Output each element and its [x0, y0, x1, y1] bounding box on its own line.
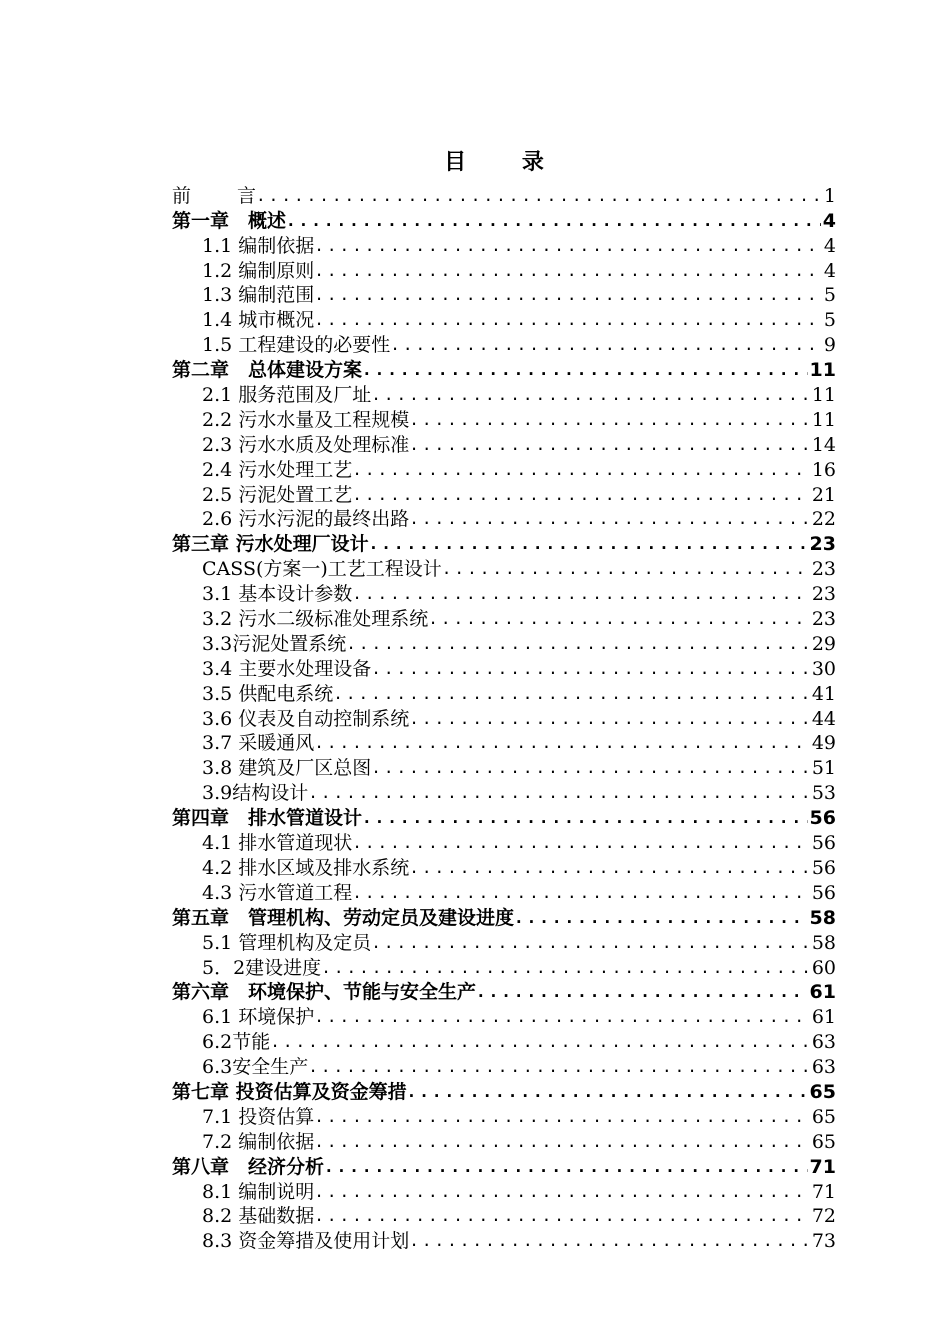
toc-entry-label: 7.2 编制依据 — [202, 1130, 315, 1153]
toc-entry-page-number: 63 — [811, 1031, 836, 1054]
toc-entry-section[interactable] — [172, 930, 836, 955]
toc-entry-page-number: 11 — [809, 359, 836, 382]
toc-dot-leader — [352, 582, 810, 606]
toc-dot-leader — [346, 632, 810, 656]
toc-entry-label: 第二章 总体建设方案 — [172, 359, 363, 382]
toc-entry-page-number: 65 — [811, 1105, 836, 1128]
toc-entry-label: 4.1 排水管道现状 — [202, 832, 353, 855]
toc-entry-page-number: 65 — [809, 1080, 836, 1103]
toc-dot-leader — [321, 956, 810, 980]
toc-dot-leader — [352, 831, 810, 855]
toc-entry-label: 第七章 投资估算及资金筹措 — [172, 1080, 407, 1103]
toc-dot-leader — [514, 906, 808, 930]
toc-entry-section[interactable] — [172, 755, 836, 780]
toc-entry-section[interactable] — [172, 258, 836, 283]
toc-entry-section[interactable] — [172, 880, 836, 905]
toc-entry-label: 3.8 建筑及厂区总图 — [202, 757, 372, 780]
toc-dot-leader — [371, 756, 810, 780]
toc-entry-section[interactable] — [172, 1204, 836, 1229]
toc-dot-leader — [314, 1005, 810, 1029]
toc-dot-leader — [314, 308, 822, 332]
toc-entry-page-number: 61 — [809, 981, 836, 1004]
toc-title: 目 录 — [444, 150, 546, 175]
toc-entry-section[interactable] — [172, 507, 836, 532]
toc-dot-leader — [314, 1204, 810, 1228]
toc-entry-page-number: 51 — [811, 757, 836, 780]
toc-entry-section[interactable] — [172, 656, 836, 681]
toc-entry-page-number: 4 — [823, 234, 836, 257]
toc-dot-leader — [352, 458, 810, 482]
toc-dot-leader — [314, 1180, 810, 1204]
toc-entry-page-number: 65 — [811, 1130, 836, 1153]
toc-dot-leader — [409, 707, 810, 731]
toc-dot-leader — [476, 980, 808, 1004]
toc-entry-label: 5.1 管理机构及定员 — [202, 931, 372, 954]
toc-dot-leader — [442, 557, 810, 581]
toc-entry-label: 3.3污泥处置系统 — [202, 632, 347, 655]
toc-dot-leader — [409, 1229, 810, 1253]
toc-entry-label: 2.5 污泥处置工艺 — [202, 483, 353, 506]
toc-entry-label: 6.1 环境保护 — [202, 1006, 315, 1029]
toc-entry-label: 8.3 资金筹措及使用计划 — [202, 1230, 410, 1253]
toc-entry-section[interactable] — [172, 307, 836, 332]
toc-dot-leader — [409, 507, 810, 531]
toc-entry-chapter[interactable] — [172, 208, 836, 233]
toc-entry-label: 3.5 供配电系统 — [202, 682, 334, 705]
toc-entry-label: 6.3安全生产 — [202, 1056, 309, 1079]
toc-entry-page-number: 73 — [811, 1230, 836, 1253]
toc-dot-leader — [369, 532, 808, 556]
toc-entry-page-number: 11 — [811, 408, 836, 431]
toc-entry-label: 8.1 编制说明 — [202, 1180, 315, 1203]
toc-entry-label: CASS(方案一)工艺工程设计 — [202, 558, 442, 581]
toc-entry-label: 2.3 污水水质及处理标准 — [202, 433, 410, 456]
toc-entry-section[interactable] — [172, 1129, 836, 1154]
toc-entry-page-number: 72 — [811, 1205, 836, 1228]
toc-entry-label: 3.1 基本设计参数 — [202, 583, 353, 606]
toc-entry-label: 第三章 污水处理厂设计 — [172, 533, 369, 556]
toc-dot-leader — [256, 184, 822, 208]
toc-entry-section[interactable] — [172, 606, 836, 631]
toc-dot-leader — [371, 383, 810, 407]
toc-entry-section[interactable] — [172, 731, 836, 756]
toc-dot-leader — [314, 259, 822, 283]
toc-entry-section[interactable] — [172, 332, 836, 357]
toc-entry-page-number: 63 — [811, 1056, 836, 1079]
toc-entry-page-number: 23 — [809, 533, 836, 556]
toc-entry-page-number: 56 — [809, 807, 836, 830]
toc-entry-label: 前 言 — [172, 184, 257, 207]
toc-dot-leader — [407, 1080, 808, 1104]
toc-entry-page-number: 58 — [811, 931, 836, 954]
toc-entry-label: 6.2节能 — [202, 1031, 271, 1054]
toc-entry-chapter[interactable] — [172, 905, 836, 930]
toc-entry-section[interactable] — [172, 780, 836, 805]
toc-entry-label: 1.1 编制依据 — [202, 234, 315, 257]
toc-entry-chapter[interactable] — [172, 805, 836, 830]
toc-entry-section[interactable] — [172, 407, 836, 432]
toc-entry-label: 2.4 污水处理工艺 — [202, 458, 353, 481]
toc-entry-page-number: 53 — [811, 782, 836, 805]
toc-dot-leader — [371, 931, 810, 955]
toc-entry-page-number: 11 — [811, 384, 836, 407]
toc-entry-label: 5．2建设进度 — [202, 956, 322, 979]
toc-entry-preface[interactable] — [172, 183, 836, 208]
toc-entry-section[interactable] — [172, 955, 836, 980]
toc-entry-chapter[interactable] — [172, 357, 836, 382]
toc-dot-leader — [314, 1130, 810, 1154]
toc-dot-leader — [352, 881, 810, 905]
toc-entry-page-number: 49 — [811, 732, 836, 755]
toc-entry-page-number: 23 — [811, 608, 836, 631]
toc-entry-label: 4.2 排水区域及排水系统 — [202, 856, 410, 879]
toc-entry-label: 4.3 污水管道工程 — [202, 881, 353, 904]
toc-entry-section[interactable] — [172, 556, 836, 581]
toc-entry-page-number: 14 — [811, 433, 836, 456]
toc-entry-label: 2.1 服务范围及厂址 — [202, 384, 372, 407]
toc-entry-page-number: 5 — [823, 284, 836, 307]
toc-entry-label: 2.2 污水水量及工程规模 — [202, 408, 410, 431]
toc-entry-section[interactable] — [172, 855, 836, 880]
toc-entry-section[interactable] — [172, 681, 836, 706]
toc-dot-leader — [428, 607, 810, 631]
toc-entry-label: 7.1 投资估算 — [202, 1105, 315, 1128]
toc-entry-page-number: 29 — [811, 632, 836, 655]
toc-entry-label: 8.2 基础数据 — [202, 1205, 315, 1228]
toc-entry-page-number: 1 — [823, 184, 836, 207]
toc-dot-leader — [314, 283, 822, 307]
toc-dot-leader — [409, 856, 810, 880]
toc-entry-label: 1.5 工程建设的必要性 — [202, 334, 391, 357]
toc-dot-leader — [333, 682, 810, 706]
toc-entry-section[interactable] — [172, 830, 836, 855]
toc-dot-leader — [362, 358, 808, 382]
toc-dot-leader — [409, 408, 810, 432]
toc-entry-page-number: 30 — [811, 657, 836, 680]
toc-entry-label: 3.7 采暖通风 — [202, 732, 315, 755]
toc-entry-page-number: 56 — [811, 856, 836, 879]
toc-list — [172, 183, 836, 1253]
toc-entry-page-number: 60 — [811, 956, 836, 979]
toc-entry-label: 1.3 编制范围 — [202, 284, 315, 307]
toc-dot-leader — [390, 333, 822, 357]
toc-dot-leader — [308, 781, 810, 805]
toc-entry-page-number: 22 — [811, 508, 836, 531]
toc-dot-leader — [314, 731, 810, 755]
toc-entry-label: 第八章 经济分析 — [172, 1155, 325, 1178]
toc-entry-section[interactable] — [172, 1228, 836, 1253]
toc-entry-section[interactable] — [172, 457, 836, 482]
toc-entry-section[interactable] — [172, 1029, 836, 1054]
toc-entry-label: 第五章 管理机构、劳动定员及建设进度 — [172, 906, 515, 929]
toc-entry-page-number: 5 — [823, 309, 836, 332]
toc-entry-page-number: 71 — [811, 1180, 836, 1203]
toc-entry-label: 第一章 概述 — [172, 209, 287, 232]
toc-entry-section[interactable] — [172, 1054, 836, 1079]
toc-entry-page-number: 41 — [811, 682, 836, 705]
toc-entry-page-number: 58 — [809, 906, 836, 929]
toc-entry-label: 3.9结构设计 — [202, 782, 309, 805]
toc-entry-section[interactable] — [172, 1104, 836, 1129]
toc-entry-chapter[interactable] — [172, 1079, 836, 1104]
toc-entry-section[interactable] — [172, 382, 836, 407]
toc-entry-page-number: 56 — [811, 832, 836, 855]
toc-entry-page-number: 61 — [811, 1006, 836, 1029]
toc-entry-page-number: 71 — [809, 1155, 836, 1178]
toc-entry-page-number: 9 — [823, 334, 836, 357]
toc-entry-section[interactable] — [172, 482, 836, 507]
toc-dot-leader — [270, 1030, 810, 1054]
toc-entry-page-number: 4 — [823, 259, 836, 282]
toc-entry-section[interactable] — [172, 432, 836, 457]
toc-entry-chapter[interactable] — [172, 1154, 836, 1179]
toc-entry-label: 3.6 仪表及自动控制系统 — [202, 707, 410, 730]
toc-entry-section[interactable] — [172, 1179, 836, 1204]
toc-entry-page-number: 23 — [811, 583, 836, 606]
toc-dot-leader — [308, 1055, 810, 1079]
toc-dot-leader — [314, 234, 822, 258]
toc-entry-section[interactable] — [172, 581, 836, 606]
toc-entry-page-number: 21 — [811, 483, 836, 506]
toc-dot-leader — [286, 209, 821, 233]
toc-entry-section[interactable] — [172, 706, 836, 731]
toc-dot-leader — [324, 1155, 808, 1179]
toc-dot-leader — [314, 1105, 810, 1129]
toc-entry-label: 1.4 城市概况 — [202, 309, 315, 332]
toc-entry-label: 第四章 排水管道设计 — [172, 807, 363, 830]
toc-entry-page-number: 56 — [811, 881, 836, 904]
toc-dot-leader — [371, 657, 810, 681]
toc-entry-chapter[interactable] — [172, 531, 836, 556]
toc-entry-section[interactable] — [172, 283, 836, 308]
toc-entry-page-number: 23 — [811, 558, 836, 581]
toc-entry-section[interactable] — [172, 233, 836, 258]
toc-entry-section[interactable] — [172, 631, 836, 656]
toc-entry-label: 第六章 环境保护、节能与安全生产 — [172, 981, 477, 1004]
toc-entry-label: 3.2 污水二级标准处理系统 — [202, 608, 429, 631]
toc-dot-leader — [352, 483, 810, 507]
toc-dot-leader — [409, 433, 810, 457]
toc-entry-section[interactable] — [172, 1004, 836, 1029]
toc-entry-label: 3.4 主要水处理设备 — [202, 657, 372, 680]
toc-entry-chapter[interactable] — [172, 980, 836, 1005]
toc-entry-page-number: 44 — [811, 707, 836, 730]
toc-entry-page-number: 16 — [811, 458, 836, 481]
toc-entry-page-number: 4 — [822, 209, 836, 232]
toc-dot-leader — [362, 806, 808, 830]
toc-entry-label: 2.6 污水污泥的最终出路 — [202, 508, 410, 531]
toc-entry-label: 1.2 编制原则 — [202, 259, 315, 282]
